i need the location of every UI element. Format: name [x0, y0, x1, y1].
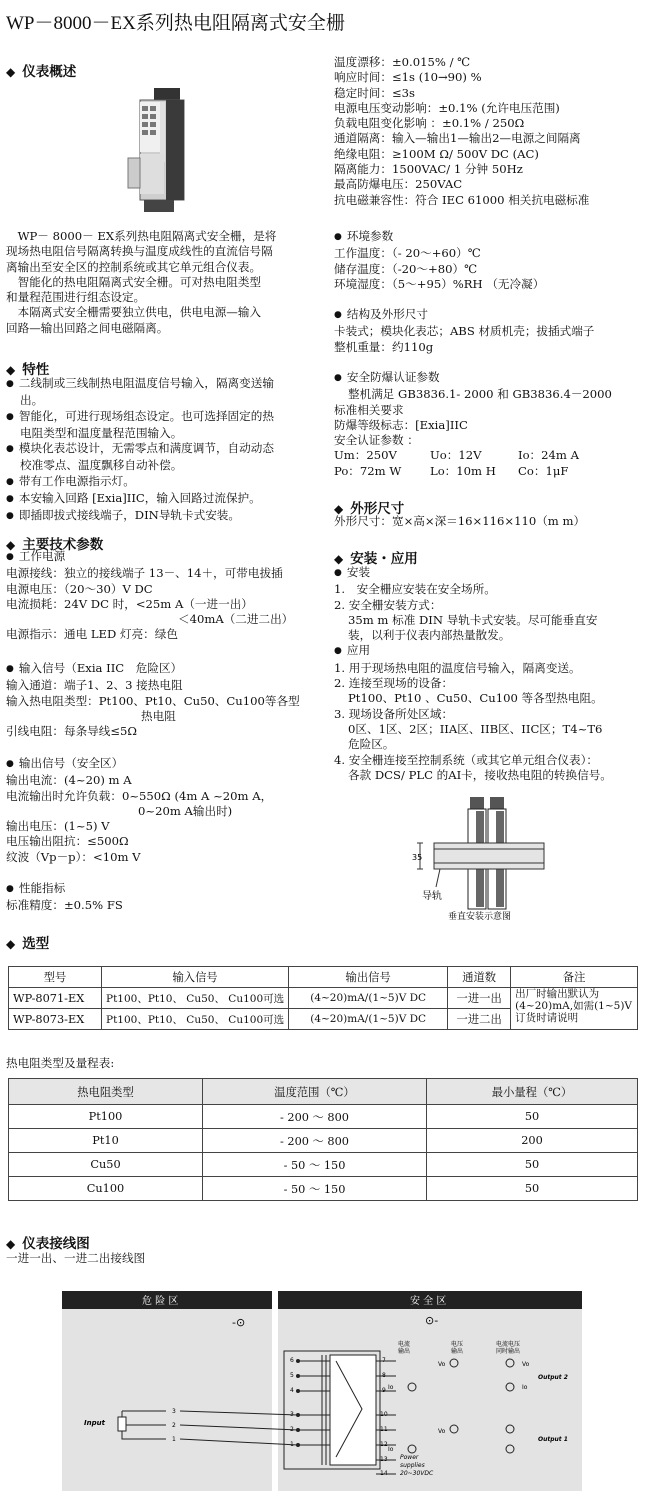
diamond-icon: ◆: [6, 1237, 16, 1251]
wiring-diagram: [62, 1291, 582, 1491]
rtd-table-caption: 热电阻类型及量程表:: [6, 1056, 115, 1070]
main-params-heading: ◆ 主要技术参数: [6, 537, 104, 553]
din-rail-diagram: [410, 795, 550, 925]
rail-dim: 35: [412, 853, 423, 862]
table-row: Cu100 - 50 ～ 150 50: [9, 1177, 638, 1201]
spec-list: 温度漂移：±0.015% / ℃ 响应时间：≤1s (10→90) % 稳定时间：≤3s 电源电压变动影响：±0.1% (允许电压范围) 负载电阻变化影响 ：±0.1% / 250Ω 通道隔离：输入—输出1—输出2—电源之间隔离 绝缘电阻：≥100M Ω/ 500V DC (AC) 隔离能力：1500VAC/ 1 分钟 50Hz 最高防爆电压：250VAC 抗电磁兼容性：符合 IEC 61000 相关抗电磁标准: [334, 55, 590, 207]
overview-intro: WP－ 8000－ EX系列热电阻隔离式安全栅，是将 现场热电阻信号隔离转换与温度成线性的直流信号隔 离输出至安全区的控制系统或其它单元组合仪表。 智能化的热电阻隔离式安全栅。可对热电阻类型 和量程范围进行组态设定。 本隔离式安全栅需要独立供电，供电电源—输入 回路—输出回路之间电磁隔离。: [6, 229, 277, 335]
rtd-table: 热电阻类型 温度范围（℃） 最小量程（℃） Pt100 - 200 ～ 800 50 Pt10 - 200 ～ 800 200 Cu50 - 50 ～ 150 50 Cu100 - 50 ～ 150 50: [8, 1078, 638, 1201]
svg-text:Io: Io: [388, 1446, 394, 1453]
diamond-icon: ◆: [6, 937, 16, 951]
svg-text:Io: Io: [388, 1384, 394, 1391]
svg-text:电流电压: 电流电压: [496, 1341, 521, 1348]
selection-table: [8, 966, 638, 1030]
diagram-caption: 垂直安装示意图: [448, 912, 512, 922]
svg-text:20~30VDC: 20~30VDC: [400, 1470, 434, 1477]
wiring-subtitle: 一进一出、一进二出接线图: [6, 1251, 146, 1265]
ground-icon: ⊙-: [425, 1314, 439, 1327]
safety-cert-section: ● 安全防爆认证参数 整机满足 GB3836.1- 2000 和 GB3836.4－2000 标准相关要求 防爆等级标志：[Exia]IIC 安全认证参数 ： Um：250V Uo：12V Io：24m A Po：72m W Lo：10m H Co：1μF: [334, 370, 612, 479]
svg-text:supplies: supplies: [400, 1462, 425, 1469]
rail-label: 导轨: [422, 891, 442, 902]
dimensions-heading: ◆ 外形尺寸: [334, 501, 405, 517]
install-heading: ◆ 安装・应用: [334, 551, 418, 567]
svg-text:6: 6: [290, 1357, 294, 1364]
diamond-icon: ◆: [334, 552, 344, 566]
table-row: WP-8071-EX Pt100、Pt10、 Cu50、 Cu100可选 (4~20)mA/(1~5)V DC 一进一出 出厂时输出默认为 (4~20)mA,如需(1~5)V 订货时请说明: [9, 988, 638, 1009]
output-section: ● 输出信号（安全区） 输出电流：(4~20) m A 电流输出时允许负载：0~550Ω (4m A ~20m A， 0~20m A输出时) 输出电压：(1~5) V 电压输出阻抗：≤500Ω 纹波（Vp－p）：<10m V: [6, 756, 272, 865]
install-section: ● 安装 1. 安全栅应安装在安全场所。 2. 安全栅安装方式： 35m m 标准 DIN 导轨卡式安装。尽可能垂直安 装，以利于仪表内部热量散发。 ● 应用 1. 用于现场热电阻的温度信号输入，隔离变送。 2. 连接至现场的设备： Pt100、Pt10 、Cu50、Cu100 等各型热电阻。 3. 现场设备所处区域： 0区、1区、2区；IIA区、IIB区、IIC区；T4~T6 危险区。 4. 安全栅连接至控制系统（或其它单元组合仪表）： 各款 DCS/ PLC 的AI卡，接收热电阻的转换信号。: [334, 565, 612, 783]
input-label: Input: [84, 1419, 105, 1427]
product-image: [120, 82, 190, 222]
svg-text:2: 2: [172, 1422, 176, 1429]
svg-text:11: 11: [380, 1426, 388, 1433]
dimensions-text: 外形尺寸：宽×高×深＝16×116×110（m m）: [334, 514, 586, 528]
page-title: WP－8000－EX系列热电阻隔离式安全栅: [6, 13, 345, 34]
svg-text:12: 12: [380, 1441, 388, 1448]
svg-text:4: 4: [290, 1387, 294, 1394]
overview-heading: ◆ 仪表概述: [6, 64, 77, 80]
col-header: 通道数: [448, 967, 511, 988]
table-row: Pt10 - 200 ～ 800 200: [9, 1129, 638, 1153]
diamond-icon: ◆: [6, 538, 16, 552]
svg-text:10: 10: [380, 1411, 388, 1418]
svg-text:3: 3: [290, 1411, 294, 1418]
svg-text:8: 8: [382, 1372, 386, 1379]
table-row: Cu50 - 50 ～ 150 50: [9, 1153, 638, 1177]
table-row: Pt100 - 200 ～ 800 50: [9, 1105, 638, 1129]
svg-text:电压: 电压: [451, 1341, 464, 1348]
diamond-icon: ◆: [6, 65, 16, 79]
svg-text:2: 2: [290, 1426, 294, 1433]
svg-text:Io: Io: [522, 1384, 528, 1391]
svg-text:Power: Power: [400, 1454, 419, 1461]
svg-text:9: 9: [382, 1387, 386, 1394]
structure-section: ● 结构及外形尺寸 卡装式；模块化表芯；ABS 材质机壳；拔插式端子 整机重量：约110g: [334, 307, 594, 355]
performance-section: ● 性能指标 标准精度：±0.5% FS: [6, 881, 123, 914]
svg-text:输出: 输出: [398, 1348, 411, 1355]
features-heading: ◆ 特性: [6, 362, 50, 378]
svg-text:7: 7: [382, 1357, 386, 1364]
svg-text:1: 1: [172, 1436, 176, 1443]
zone-hazard: 危 险 区: [142, 1296, 179, 1307]
svg-text:14: 14: [380, 1470, 388, 1477]
features-list: ● 二线制或三线制热电阻温度信号输入，隔离变送输 出。 ● 智能化，可进行现场组态设定。也可选择固定的热 电阻类型和温度量程范围输入。 ● 模块化表芯设计，无需零点和满度调节，自动动态 校准零点、温度飘移自动补偿。 ● 带有工作电源指示灯。 ● 本安输入回路 [Exia]IIC，输入回路过流保护。 ● 即插即拔式接线端子，DIN导轨卡式安装。: [6, 376, 274, 526]
diamond-icon: ◆: [6, 363, 16, 377]
col-header: 输出信号: [289, 967, 448, 988]
svg-text:同时输出: 同时输出: [496, 1348, 521, 1355]
svg-text:电流: 电流: [398, 1341, 411, 1348]
svg-text:3: 3: [172, 1408, 176, 1415]
svg-text:13: 13: [380, 1456, 388, 1463]
svg-text:5: 5: [290, 1372, 294, 1379]
ground-icon: -⊙: [232, 1316, 246, 1329]
selection-heading: ◆ 选型: [6, 936, 50, 952]
svg-text:1: 1: [290, 1441, 294, 1448]
diamond-icon: ◆: [334, 502, 344, 516]
svg-text:Vo: Vo: [438, 1428, 446, 1435]
zone-safe: 安 全 区: [410, 1296, 447, 1307]
environment-section: ● 环境参数 工作温度：（- 20～+60）℃ 储存温度：（-20～+80）℃ 环境湿度：（5～+95）%RH （无冷凝）: [334, 229, 544, 292]
svg-text:Vo: Vo: [438, 1361, 446, 1368]
svg-text:Vo: Vo: [522, 1361, 530, 1368]
svg-text:输出: 输出: [451, 1348, 464, 1355]
col-header: 输入信号: [102, 967, 289, 988]
power-section: ● 工作电源 电源接线：独立的接线端子 13－、14＋，可带电拔插 电源电压：（20～30）V DC 电流损耗：24V DC 时，<25m A（一进一出） ＜40mA（二进二出） 电源指示：通电 LED 灯亮：绿色: [6, 549, 293, 643]
col-header: 备注: [511, 967, 638, 988]
input-section: ● 输入信号（Exia IIC 危险区） 输入通道：端子1、2、3 接热电阻 输入热电阻类型：Pt100、Pt10、Cu50、Cu100等各型 热电阻 引线电阻：每条导线≤5Ω: [6, 661, 300, 739]
output2-label: Output 2: [538, 1374, 568, 1381]
table-row: WP-8073-EX Pt100、Pt10、 Cu50、 Cu100可选 (4~20)mA/(1~5)V DC 一进二出: [9, 1009, 638, 1030]
output1-label: Output 1: [538, 1436, 568, 1443]
wiring-heading: ◆ 仪表接线图: [6, 1236, 90, 1252]
col-header: 型号: [9, 967, 102, 988]
